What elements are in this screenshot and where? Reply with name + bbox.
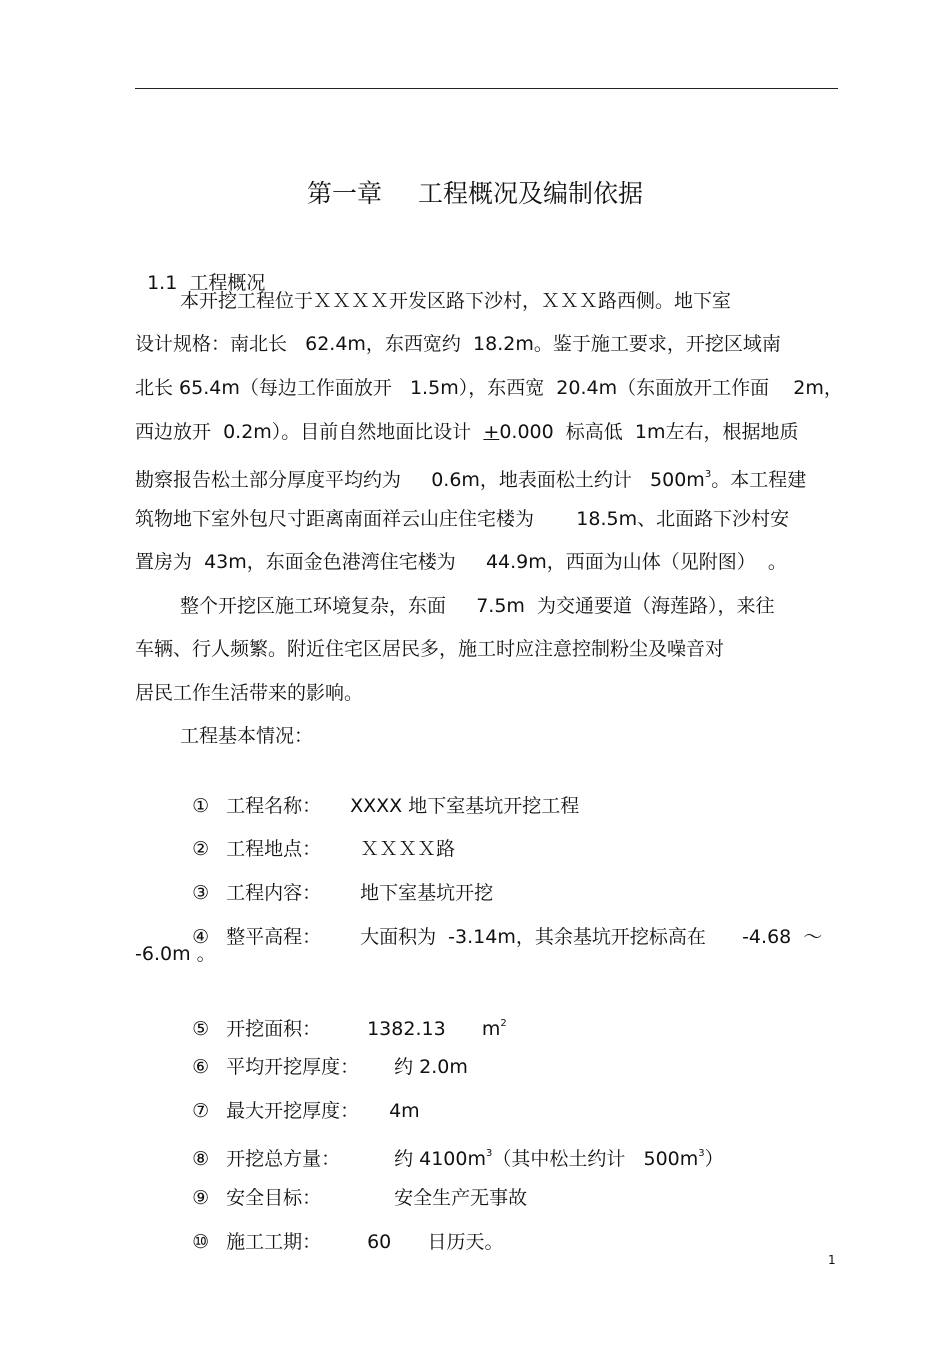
page-number: 1 (828, 1253, 836, 1267)
item-value: 约 2.0m (394, 1056, 468, 1078)
plus-minus-sign: + (483, 421, 500, 443)
superscript: 3 (704, 469, 712, 480)
superscript: 3 (486, 1148, 493, 1159)
item-value: 大面积为 -3.14m，其余基坑开挖标高在 -4.68 ～ (360, 926, 823, 948)
item-value: ＸＸＸＸ路 (360, 838, 456, 860)
paragraph-line: 设计规格：南北长 62.4m，东西宽约 18.2m。鉴于施工要求，开挖区域南 (135, 333, 781, 355)
item-label: 施工工期： (226, 1231, 322, 1253)
paragraph-line (135, 419, 798, 445)
item-number: ④ (192, 926, 210, 948)
item-label: 安全目标： (226, 1187, 322, 1209)
item-label: 最大开挖厚度： (226, 1100, 360, 1122)
item-number: ⑧ (192, 1148, 210, 1170)
chapter-title (0, 176, 950, 212)
text-span: 。本工程建 (711, 469, 807, 491)
item-number: ⑥ (192, 1056, 210, 1078)
section-number: 1.1 (147, 272, 178, 294)
item-label: 工程内容： (226, 882, 322, 904)
item-continuation: -6.0m 。 (135, 943, 216, 965)
paragraph-line: 置房为 43m，东面金色港湾住宅楼为 44.9m，西面为山体（见附图） 。 (135, 551, 787, 573)
section-title: 工程概况 (189, 272, 266, 294)
item-label: 工程名称： (226, 795, 322, 817)
paragraph-line: 居民工作生活带来的影响。 (135, 682, 364, 704)
paragraph-line (135, 462, 806, 493)
item-number: ⑦ (192, 1100, 210, 1122)
item-value-extra: ） (704, 1148, 724, 1170)
item-label: 工程地点： (226, 838, 322, 860)
item-value: 地下室基坑开挖 (360, 882, 494, 904)
item-label: 开挖面积： (226, 1018, 322, 1040)
paragraph-line: 本开挖工程位于ＸＸＸＸ开发区路下沙村，ＸＸＸ路西侧。地下室 (180, 290, 732, 312)
item-number: ⑨ (192, 1187, 210, 1209)
item-value: 1382.13 m (367, 1018, 501, 1040)
item-value: 4m (389, 1100, 420, 1122)
item-value: 约 4100m (394, 1148, 486, 1170)
item-label: 平均开挖厚度： (226, 1056, 360, 1078)
item-value: 60 日历天。 (367, 1231, 504, 1253)
chapter-number: 第一章 (306, 179, 382, 208)
info-item (180, 898, 822, 950)
text-span: 0.000 标高低 1m左右，根据地质 (499, 421, 799, 443)
item-number: ① (192, 795, 210, 817)
header-rule (135, 88, 838, 89)
text-span: 勘察报告松土部分厚度平均约为 0.6m，地表面松土约计 500m (135, 469, 705, 491)
paragraph-line: 车辆、行人频繁。附近住宅区居民多，施工时应注意控制粉尘及噪音对 (135, 638, 725, 660)
item-label: 整平高程： (226, 926, 322, 948)
paragraph-line: 筑物地下室外包尺寸距离南面祥云山庄住宅楼为 18.5m、北面路下沙村安 (135, 508, 790, 530)
superscript: 3 (698, 1148, 705, 1159)
item-value: 安全生产无事故 (394, 1187, 528, 1209)
item-value: XXXX 地下室基坑开挖工程 (350, 795, 580, 817)
item-number: ⑤ (192, 1018, 210, 1040)
item-value-extra: （其中松土约计 500m (492, 1148, 699, 1170)
item-number: ⑩ (192, 1231, 210, 1253)
info-item (180, 1203, 504, 1255)
paragraph-line: 北长 65.4m（每边工作面放开 1.5m），东西宽 20.4m（东面放开工作面 2m， (135, 377, 843, 399)
basic-info-heading: 工程基本情况： (180, 725, 314, 747)
item-number: ③ (192, 882, 210, 904)
chapter-subtitle: 工程概况及编制依据 (418, 179, 644, 208)
superscript: 2 (500, 1018, 507, 1029)
paragraph-line: 整个开挖区施工环境复杂，东面 7.5m 为交通要道（海莲路），来往 (180, 595, 775, 617)
item-number: ② (192, 838, 210, 860)
text-span: 西边放开 0.2m）。目前自然地面比设计 (135, 421, 484, 443)
item-label: 开挖总方量： (226, 1148, 341, 1170)
